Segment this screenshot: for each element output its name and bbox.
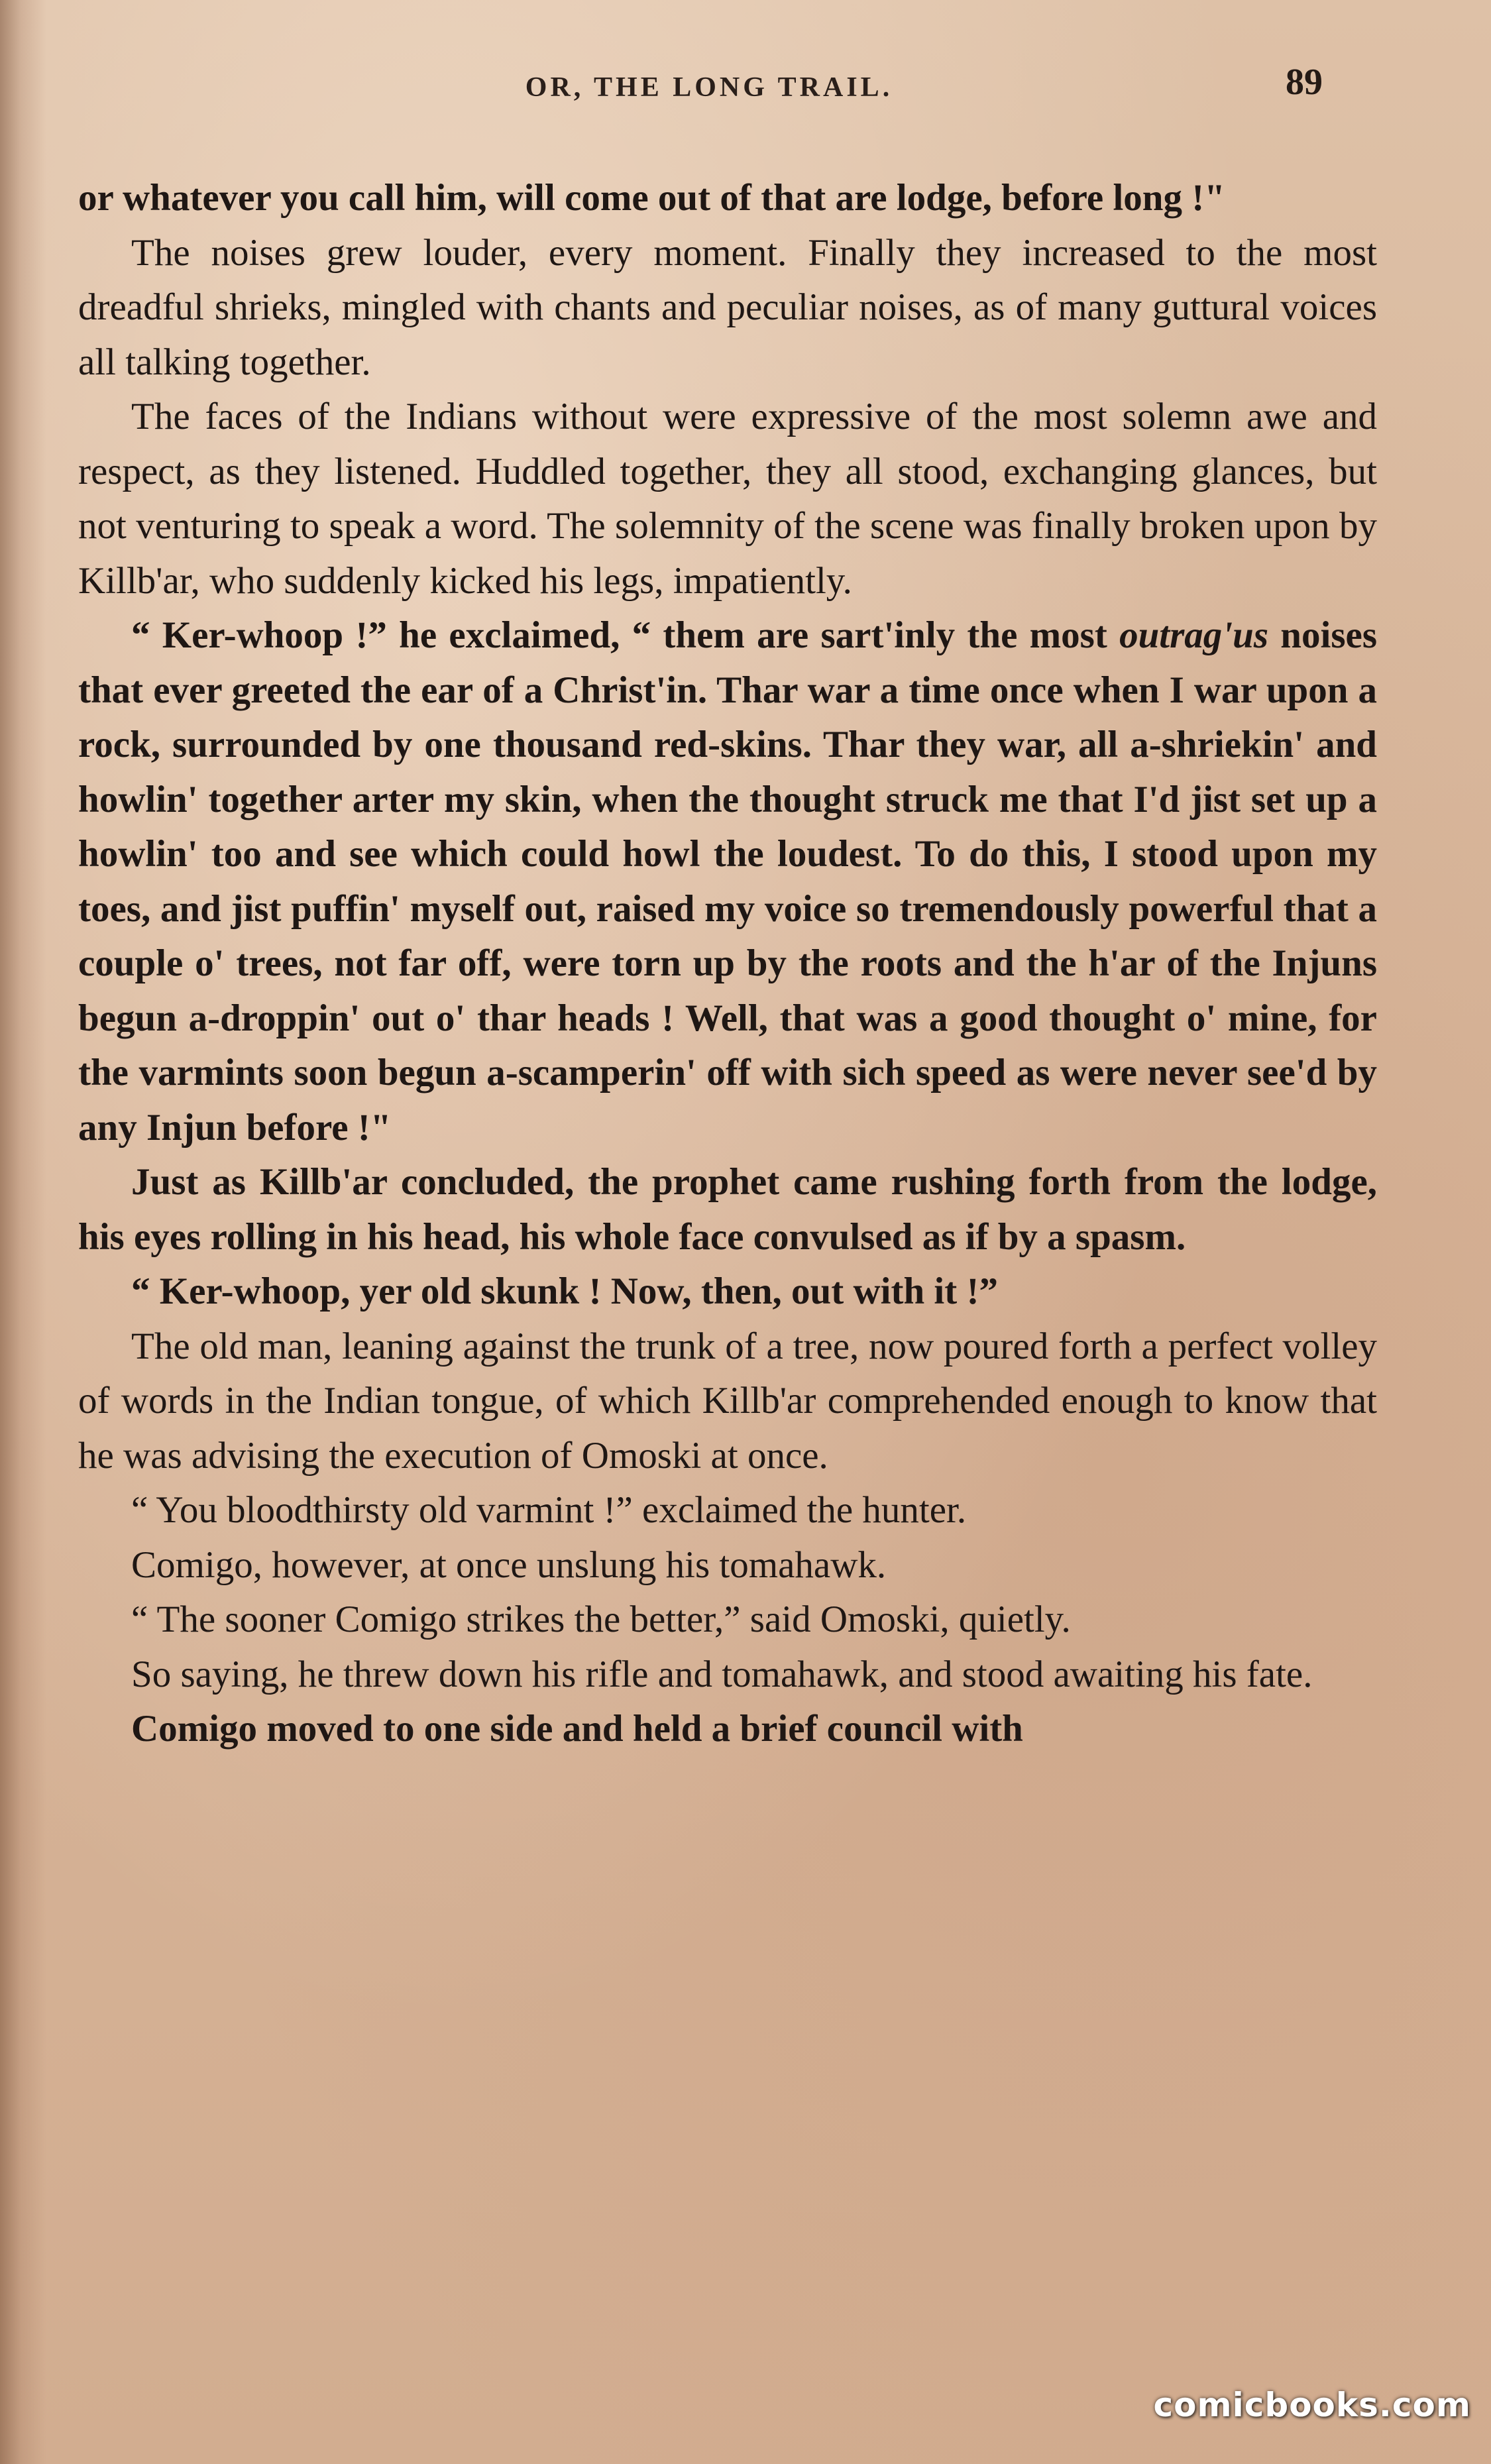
speech-rest: noises that ever greeted the ear of a Christ'in. Thar war a time once when I war upon a rock, surrounded by one thousand red-skins. Thar they war, all a-shriekin' and howlin' together arter my skin, when the thought struck me that I'd jist set up a howlin' too and see which could howl the loudest. To do this, I stood upon my toes, and jist puffin' myself out, raised my voice so tremendously powerful that a couple o' trees, not far off, were torn up by the roots and the h'ar of the Injuns begun a-droppin' out o' thar heads ! Well, that was a good thought o' mine, for the varmints soon begun a-scamperin' off with sich speed as were never see'd by any Injun before !": [78, 614, 1377, 1148]
paragraph: The noises grew louder, every moment. Finally they increased to the most dreadful shrieks, mingled with chants and peculiar noises, as of many guttural voices all talking together.: [78, 231, 1377, 383]
paragraph-continued: or whatever you call him, will come out of that are lodge, before long !": [78, 177, 1225, 219]
paragraph: Comigo, however, at once unslung his tomahawk.: [131, 1543, 887, 1586]
paragraph-killbar-speech: [78, 608, 1377, 1155]
paragraph: So saying, he threw down his rifle and tomahawk, and stood awaiting his fate.: [131, 1653, 1313, 1695]
running-title: OR, THE LONG TRAIL.: [525, 72, 893, 103]
paragraph: “ Ker-whoop, yer old skunk ! Now, then, out with it !”: [131, 1270, 998, 1312]
speech-opening: “ Ker-whoop !” he exclaimed, “ them are sart'inly the most: [131, 614, 1107, 656]
italic-word: outrag'us: [1119, 614, 1269, 656]
paragraph: “ The sooner Comigo strikes the better,” said Omoski, quietly.: [131, 1598, 1071, 1640]
paragraph: The faces of the Indians without were expressive of the most solemn awe and respect, as they listened. Huddled together, they all stood, exchanging glances, but not venturing to speak a word. The solemnity of the scene was finally broken upon by Killb'ar, who suddenly kicked his legs, impatiently.: [78, 396, 1377, 602]
body-text: [78, 171, 1377, 1757]
paragraph: Just as Killb'ar concluded, the prophet came rushing forth from the lodge, his eyes rolling in his head, his whole face convulsed as if by a spasm.: [78, 1161, 1377, 1258]
spine-shadow: [0, 0, 46, 2464]
paragraph: “ You bloodthirsty old varmint !” exclaimed the hunter.: [131, 1489, 967, 1531]
page-number: 89: [1286, 62, 1323, 103]
paragraph: The old man, leaning against the trunk of a tree, now poured forth a perfect volley of words in the Indian tongue, of which Killb'ar comprehended enough to know that he was advising the execution of Omoski at once.: [78, 1325, 1377, 1477]
paragraph-continues: Comigo moved to one side and held a brief council with: [131, 1708, 1023, 1750]
watermark-text: comicbooks.com: [1153, 2386, 1471, 2424]
